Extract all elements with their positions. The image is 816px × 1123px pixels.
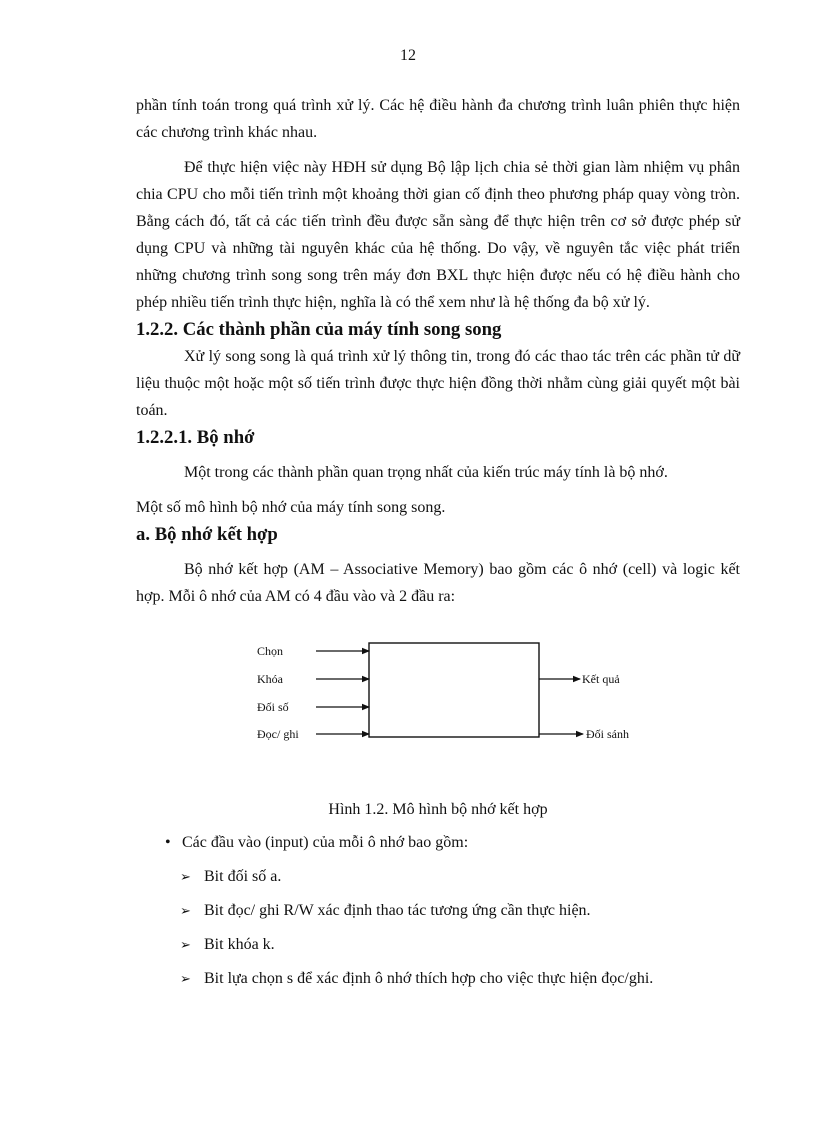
- list-intro-text: Các đầu vào (input) của mỗi ô nhớ bao gồm:: [182, 834, 469, 851]
- list-item: [136, 897, 740, 924]
- page-number: 12: [400, 47, 416, 64]
- list-item: [136, 965, 740, 992]
- arrow-bullet-icon: ➢: [180, 903, 191, 918]
- label-doi-so: Đối số: [257, 700, 289, 714]
- paragraph-parallel-processing: Xử lý song song là quá trình xử lý thông tin, trong đó các thao tác trên các phần tử dữ liệu thuộc một hoặc một số tiến trình được thực hiện đồng thời nhằm cùng giải quyết một bài toán.: [136, 348, 740, 419]
- list-item-text: Bit đối số a.: [204, 868, 282, 885]
- label-chon: Chọn: [257, 644, 284, 658]
- paragraph-scheduler: Để thực hiện việc này HĐH sử dụng Bộ lập lịch chia sẻ thời gian làm nhiệm vụ phân chia CPU cho mỗi tiến trình một khoảng thời gian cố định theo phương pháp quay vòng tròn. Bằng cách đó, tất cả các tiến trình đều được sẵn sàng để thực hiện trên cơ sở được phép sử dụng CPU và những tài nguyên khác của hệ thống. Do vậy, về nguyên tắc việc phát triển những chương trình song song trên máy đơn BXL thực hiện được nếu có hệ điều hành cho phép nhiều tiến trình thực hiện, nghĩa là có thể xem như là hệ thống đa bộ xử lý.: [136, 159, 740, 311]
- paragraph-memory-intro: Một trong các thành phần quan trọng nhất của kiến trúc máy tính là bộ nhớ.: [184, 464, 668, 481]
- input-list: [136, 829, 740, 992]
- paragraph-associative-memory: Bộ nhớ kết hợp (AM – Associative Memory) bao gồm các ô nhớ (cell) và logic kết hợp. Mỗi ô nhớ của AM có 4 đầu vào và 2 đầu ra:: [136, 561, 740, 605]
- arrow-bullet-icon: ➢: [180, 937, 191, 952]
- list-item-intro: [136, 829, 740, 856]
- label-doc-ghi: Đọc/ ghi: [257, 727, 299, 741]
- arrow-bullet-icon: ➢: [180, 971, 191, 986]
- label-ket-qua: Kết quả: [582, 672, 620, 686]
- list-item-text: Bit khóa k.: [204, 936, 275, 953]
- figure-caption: Hình 1.2. Mô hình bộ nhớ kết hợp: [328, 801, 548, 818]
- section-heading: 1.2.2. Các thành phần của máy tính song song: [136, 319, 502, 340]
- associative-memory-diagram: [136, 619, 740, 784]
- list-item-text: Bit đọc/ ghi R/W xác định thao tác tương ứng cần thực hiện.: [204, 902, 591, 919]
- page-content: [136, 92, 740, 999]
- list-item-text: Bit lựa chọn s để xác định ô nhớ thích hợp cho việc thực hiện đọc/ghi.: [204, 970, 654, 987]
- paragraph-continuation: phần tính toán trong quá trình xử lý. Các hệ điều hành đa chương trình luân phiên thực hiện các chương trình khác nhau.: [136, 97, 740, 141]
- bullet-dot-icon: •: [165, 834, 171, 851]
- memory-cell-box: [369, 643, 539, 737]
- list-item: [136, 863, 740, 890]
- subsection-heading: 1.2.2.1. Bộ nhớ: [136, 427, 255, 448]
- label-khoa: Khóa: [257, 672, 283, 686]
- diagram-drawing: [136, 619, 740, 784]
- paragraph-memory-models: Một số mô hình bộ nhớ của máy tính song song.: [136, 499, 446, 516]
- label-doi-sanh: Đối sánh: [586, 727, 629, 741]
- list-item: [136, 931, 740, 958]
- subsubsection-heading: a. Bộ nhớ kết hợp: [136, 524, 278, 545]
- arrow-bullet-icon: ➢: [180, 869, 191, 884]
